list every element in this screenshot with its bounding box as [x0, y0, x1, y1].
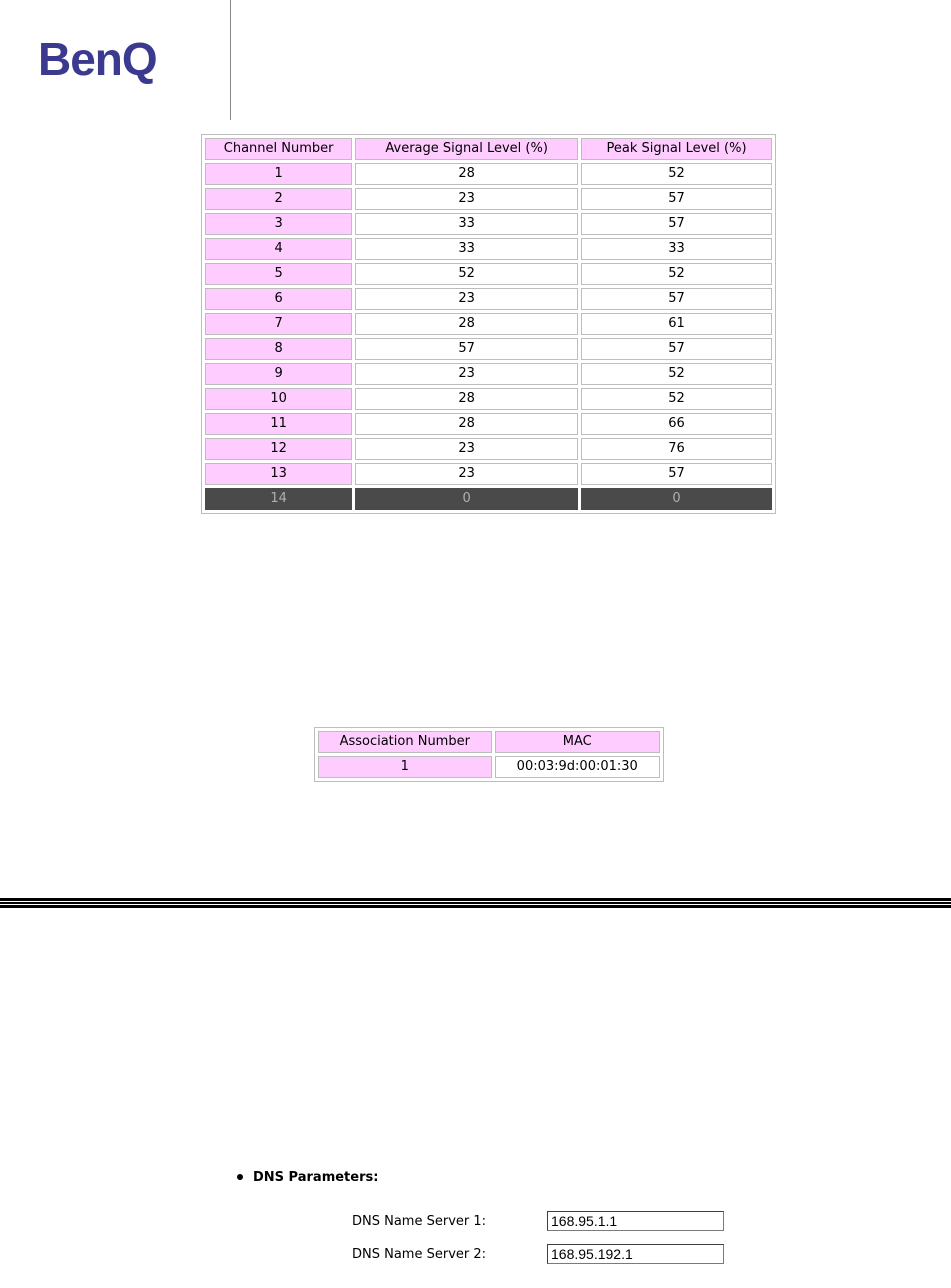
header-divider	[230, 0, 231, 120]
table-row	[205, 338, 772, 360]
channel-number-cell: 5	[205, 263, 352, 285]
channel-number-cell: 3	[205, 213, 352, 235]
peak-signal-cell: 52	[581, 363, 772, 385]
peak-signal-cell: 33	[581, 238, 772, 260]
peak-signal-cell: 57	[581, 188, 772, 210]
average-signal-cell: 52	[355, 263, 578, 285]
average-signal-cell: 33	[355, 238, 578, 260]
peak-signal-cell: 61	[581, 313, 772, 335]
peak-signal-cell: 52	[581, 388, 772, 410]
channel-number-cell: 13	[205, 463, 352, 485]
channel-number-cell: 8	[205, 338, 352, 360]
peak-signal-cell: 57	[581, 213, 772, 235]
channel-number-cell: 14	[205, 488, 352, 510]
peak-signal-cell: 76	[581, 438, 772, 460]
table-row	[205, 438, 772, 460]
table-row	[205, 263, 772, 285]
average-signal-cell: 33	[355, 213, 578, 235]
channel-number-cell: 1	[205, 163, 352, 185]
channel-number-cell: 7	[205, 313, 352, 335]
dns-server-1-row	[352, 1211, 724, 1231]
header-mac: MAC	[495, 731, 661, 753]
peak-signal-cell: 66	[581, 413, 772, 435]
table-row	[205, 463, 772, 485]
table-header-row	[205, 138, 772, 160]
average-signal-cell: 28	[355, 388, 578, 410]
dns-server-1-input[interactable]	[547, 1211, 724, 1231]
peak-signal-cell: 52	[581, 263, 772, 285]
mac-cell: 00:03:9d:00:01:30	[495, 756, 661, 778]
dns-title-text: DNS Parameters:	[253, 1170, 379, 1185]
average-signal-cell: 23	[355, 188, 578, 210]
dns-server-2-input[interactable]	[547, 1244, 724, 1264]
table-row	[205, 238, 772, 260]
table-row	[205, 288, 772, 310]
channel-number-cell: 6	[205, 288, 352, 310]
table-row	[205, 488, 772, 510]
average-signal-cell: 28	[355, 313, 578, 335]
channel-number-cell: 10	[205, 388, 352, 410]
bullet-icon	[237, 1174, 243, 1180]
peak-signal-cell: 57	[581, 463, 772, 485]
peak-signal-cell: 57	[581, 288, 772, 310]
average-signal-cell: 28	[355, 413, 578, 435]
table-row	[205, 413, 772, 435]
average-signal-cell: 0	[355, 488, 578, 510]
average-signal-cell: 57	[355, 338, 578, 360]
table-row	[205, 213, 772, 235]
table-row	[205, 388, 772, 410]
table-header-row	[318, 731, 660, 753]
channel-number-cell: 9	[205, 363, 352, 385]
channel-number-cell: 4	[205, 238, 352, 260]
header-average-signal: Average Signal Level (%)	[355, 138, 578, 160]
table-row	[205, 313, 772, 335]
header-association-number: Association Number	[318, 731, 492, 753]
channel-number-cell: 2	[205, 188, 352, 210]
association-table	[314, 727, 664, 782]
channel-number-cell: 11	[205, 413, 352, 435]
section-divider	[0, 898, 951, 908]
dns-server-1-label: DNS Name Server 1:	[352, 1213, 487, 1229]
channel-signal-table	[201, 134, 776, 514]
average-signal-cell: 28	[355, 163, 578, 185]
channel-number-cell: 12	[205, 438, 352, 460]
association-number-cell: 1	[318, 756, 492, 778]
header-channel-number: Channel Number	[205, 138, 352, 160]
peak-signal-cell: 52	[581, 163, 772, 185]
average-signal-cell: 23	[355, 438, 578, 460]
peak-signal-cell: 57	[581, 338, 772, 360]
dns-server-2-label: DNS Name Server 2:	[352, 1246, 487, 1262]
average-signal-cell: 23	[355, 363, 578, 385]
dns-server-2-row	[352, 1244, 724, 1264]
average-signal-cell: 23	[355, 288, 578, 310]
table-row	[318, 756, 660, 778]
table-row	[205, 363, 772, 385]
dns-section-title	[237, 1170, 378, 1185]
header-peak-signal: Peak Signal Level (%)	[581, 138, 772, 160]
peak-signal-cell: 0	[581, 488, 772, 510]
benq-logo: BenQ	[38, 33, 157, 85]
table-row	[205, 188, 772, 210]
table-row	[205, 163, 772, 185]
average-signal-cell: 23	[355, 463, 578, 485]
